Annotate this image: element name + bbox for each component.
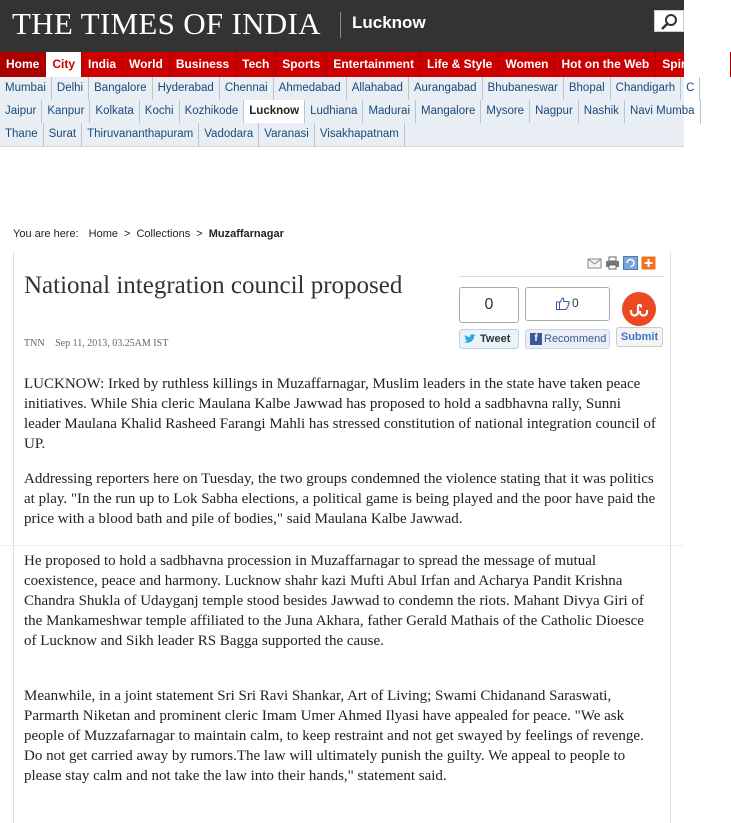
- like-count-box: [525, 287, 610, 321]
- city-link-kolkata[interactable]: Kolkata: [90, 100, 139, 124]
- city-nav-row-2: [0, 100, 695, 124]
- article-tools: [587, 256, 656, 270]
- city-link-jaipur[interactable]: Jaipur: [0, 100, 42, 124]
- city-link-thane[interactable]: Thane: [0, 123, 44, 147]
- plus-icon[interactable]: [641, 256, 656, 270]
- article-source: TNN: [24, 338, 45, 349]
- city-link-mangalore[interactable]: Mangalore: [416, 100, 481, 124]
- city-link-kanpur[interactable]: Kanpur: [42, 100, 90, 124]
- city-link-navi-mumba[interactable]: Navi Mumba: [625, 100, 701, 124]
- site-logo[interactable]: THE TIMES OF INDIA: [12, 6, 321, 41]
- nav-item-sports[interactable]: Sports: [276, 52, 327, 77]
- city-link-kozhikode[interactable]: Kozhikode: [180, 100, 245, 124]
- city-link-visakhapatnam[interactable]: Visakhapatnam: [315, 123, 405, 147]
- city-link-nashik[interactable]: Nashik: [579, 100, 625, 124]
- article-title: National integration council proposed: [24, 272, 403, 299]
- nav-item-home[interactable]: Home: [0, 52, 46, 77]
- breadcrumb-current: Muzaffarnagar: [208, 228, 284, 240]
- submit-button[interactable]: Submit: [616, 327, 663, 347]
- main-nav: [0, 52, 725, 77]
- thumbs-up-icon: [556, 297, 570, 310]
- masthead: [0, 0, 684, 52]
- city-link-delhi[interactable]: Delhi: [52, 77, 89, 101]
- twitter-icon: [464, 334, 476, 344]
- city-link-bhubaneswar[interactable]: Bhubaneswar: [483, 77, 564, 101]
- nav-item-world[interactable]: World: [123, 52, 170, 77]
- article-paragraph: Meanwhile, in a joint statement Sri Sri Ravi Shankar, Art of Living; Swami Chidanand Saraswati, Parmarth Niketan and prominent cleric Imam Umer Ahmed Ilyasi have appealed for peace. "We ask people of Muzzafarnagar to maintain calm, to keep restraint and not get swayed by feelings of revenge. Do not get carried away by rumors.The law will ultimately punish the guilty. We appeal to people to please stay calm and not take the law into their hands," statement said.: [24, 688, 644, 784]
- article-date: Sep 11, 2013, 03.25AM IST: [55, 338, 169, 349]
- nav-item-city[interactable]: City: [46, 52, 82, 77]
- breadcrumb-lead: You are here:: [13, 228, 79, 240]
- tweet-count: 0: [459, 287, 519, 323]
- nav-item-women[interactable]: Women: [499, 52, 555, 77]
- breadcrumb-collections-link[interactable]: Collections: [136, 228, 191, 240]
- stumbleupon-icon[interactable]: [622, 292, 656, 326]
- nav-item-hot-on-the-web[interactable]: Hot on the Web: [555, 52, 656, 77]
- search-button[interactable]: [654, 10, 684, 32]
- breadcrumb-separator: >: [196, 228, 203, 240]
- facebook-icon: f: [530, 333, 542, 345]
- recommend-label: Recommend: [544, 333, 607, 345]
- tweet-label: Tweet: [480, 333, 511, 345]
- city-link-hyderabad[interactable]: Hyderabad: [153, 77, 220, 101]
- city-link-madurai[interactable]: Madurai: [363, 100, 416, 124]
- city-link-chennai[interactable]: Chennai: [220, 77, 274, 101]
- city-link-lucknow[interactable]: Lucknow: [244, 100, 305, 124]
- refresh-icon[interactable]: [623, 256, 638, 270]
- recommend-button[interactable]: [525, 329, 610, 349]
- city-link-ahmedabad[interactable]: Ahmedabad: [274, 77, 347, 101]
- like-count: 0: [572, 296, 579, 310]
- nav-item-spirituality[interactable]: Spirituality: [656, 52, 731, 77]
- masthead-divider: [340, 12, 341, 38]
- article-paragraph: Addressing reporters here on Tuesday, the two groups condemned the violence stating that it was politics at play. "In the run up to Lok Sabha elections, a political game is being played and the poor have paid the price with a blood bath and pile of bodies," said Maulana Kalbe Jawwad.: [24, 471, 656, 527]
- city-title[interactable]: Lucknow: [352, 13, 426, 32]
- byline: [24, 338, 168, 349]
- nav-item-india[interactable]: India: [82, 52, 123, 77]
- tweet-button[interactable]: [459, 329, 519, 349]
- print-icon[interactable]: [605, 256, 620, 270]
- city-link-nagpur[interactable]: Nagpur: [530, 100, 579, 124]
- city-link-ludhiana[interactable]: Ludhiana: [305, 100, 363, 124]
- city-nav-row-3: [0, 123, 684, 147]
- city-link-varanasi[interactable]: Varanasi: [259, 123, 315, 147]
- article-paragraph: He proposed to hold a sadbhavna procession in Muzaffarnagar to spread the message of mutual coexistence, peace and harmony. Lucknow shahr kazi Mufti Abul Irfan and Acharya Pandit Krishna Chandra Shukla of Udayganj temple stood besides Jawwad to condemn the riots. Mahant Divya Giri of the Mankameshwar temple affiliated to the Juna Akhara, father Gerald Mathais of the Catholic Dioesce of Lucknow and Sikh leader RS Bagga supported the cause.: [24, 553, 644, 649]
- breadcrumb-home-link[interactable]: Home: [88, 228, 118, 240]
- city-link-vadodara[interactable]: Vadodara: [199, 123, 259, 147]
- city-link-mysore[interactable]: Mysore: [481, 100, 530, 124]
- city-nav-row-1: [0, 77, 695, 101]
- nav-item-life-style[interactable]: Life & Style: [421, 52, 499, 77]
- nav-item-business[interactable]: Business: [170, 52, 236, 77]
- mail-icon[interactable]: [587, 256, 602, 270]
- section-divider: [0, 545, 684, 546]
- city-link-bangalore[interactable]: Bangalore: [89, 77, 152, 101]
- city-link-allahabad[interactable]: Allahabad: [347, 77, 409, 101]
- city-link-aurangabad[interactable]: Aurangabad: [409, 77, 483, 101]
- breadcrumb-separator: >: [124, 228, 131, 240]
- city-link-surat[interactable]: Surat: [44, 123, 83, 147]
- nav-item-tech[interactable]: Tech: [236, 52, 276, 77]
- city-link-thiruvananthapuram[interactable]: Thiruvananthapuram: [82, 123, 199, 147]
- city-link-chandigarh[interactable]: Chandigarh: [611, 77, 681, 101]
- search-icon: [658, 13, 680, 30]
- share-box: [459, 276, 664, 348]
- nav-item-entertainment[interactable]: Entertainment: [327, 52, 421, 77]
- city-link-kochi[interactable]: Kochi: [140, 100, 180, 124]
- breadcrumb: [13, 228, 284, 240]
- article-paragraph: LUCKNOW: Irked by ruthless killings in Muzaffarnagar, Muslim leaders in the state have taken peace initiatives. While Shia cleric Maulana Kalbe Jawwad has proposed to hold a sadbhavna rally, Sunni leader Maulana Khalid Rasheed Farangi Mahli has stressed constitution of national integration council of UP.: [24, 376, 656, 452]
- city-link-bhopal[interactable]: Bhopal: [564, 77, 611, 101]
- city-link-c[interactable]: C: [681, 77, 700, 101]
- city-link-mumbai[interactable]: Mumbai: [0, 77, 52, 101]
